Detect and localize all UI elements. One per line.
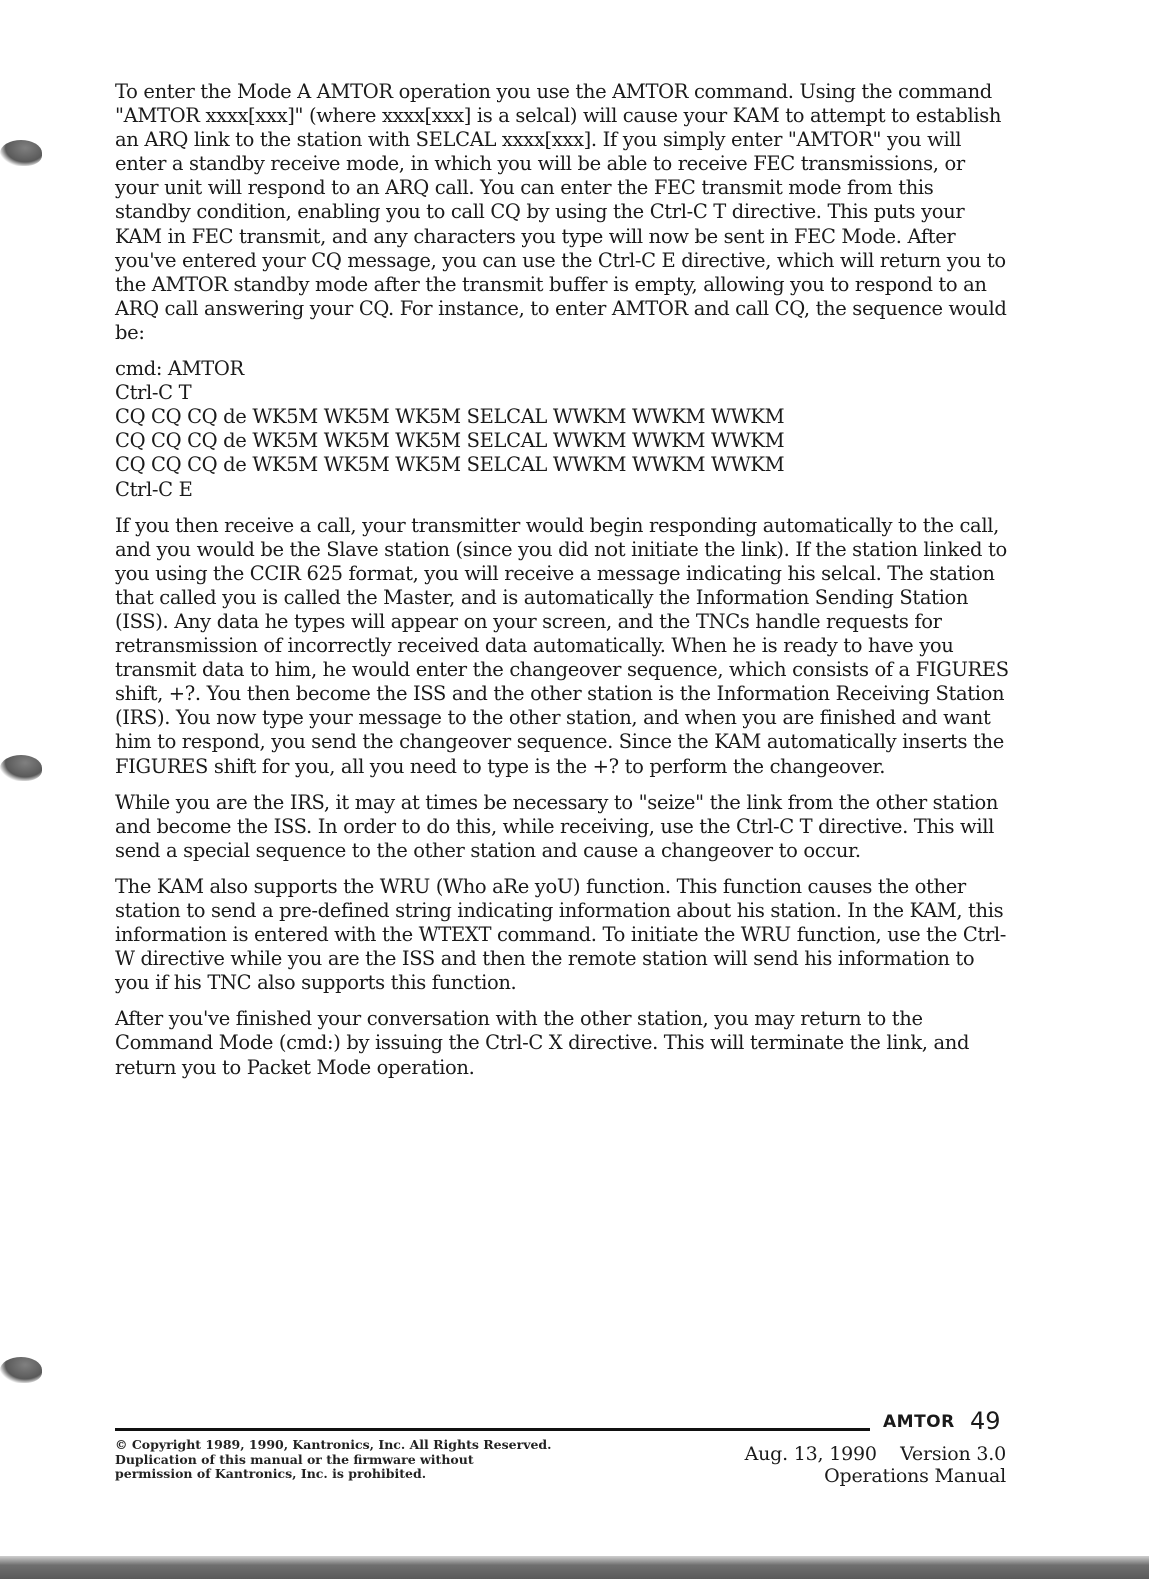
paragraph-return-command-mode: After you've finished your conversation with the other station, you may return to the Command Mode (cmd:) by issuing the Ctrl-C X directive. This will terminate the link, and return you to Packet Mode operation.: [115, 1007, 970, 1079]
example-line: CQ CQ CQ de WK5M WK5M WK5M SELCAL WWKM WWKM WWKM: [115, 405, 785, 429]
paragraph-wru-function: The KAM also supports the WRU (Who aRe yoU) function. This function causes the other station to send a pre-defined string indicating information about his station. In the KAM, this information is entered with the WTEXT command. To initiate the WRU function, use the Ctrl-W directive while you are the ISS and then the remote station will send his information to you if his TNC also supports this function.: [115, 874, 1007, 995]
example-line: Ctrl-C E: [115, 477, 193, 501]
date-version: Aug. 13, 1990 Version 3.0: [744, 1443, 1006, 1465]
copyright-notice: [115, 1438, 552, 1482]
manual-name: Operations Manual: [824, 1465, 1006, 1487]
scan-bottom-edge: [0, 1556, 1149, 1579]
example-line: CQ CQ CQ de WK5M WK5M WK5M SELCAL WWKM WWKM WWKM: [115, 453, 785, 477]
copyright-line: permission of Kantronics, Inc. is prohibited.: [115, 1466, 427, 1481]
page-number: 49: [970, 1407, 1001, 1435]
example-sequence: [115, 357, 1010, 502]
example-line: CQ CQ CQ de WK5M WK5M WK5M SELCAL WWKM WWKM WWKM: [115, 429, 785, 453]
binder-hole-middle: [0, 755, 42, 781]
footer-meta: [745, 1443, 1006, 1487]
copyright-line: © Copyright 1989, 1990, Kantronics, Inc. All Rights Reserved.: [115, 1437, 552, 1452]
footer-rule: [115, 1428, 870, 1431]
binder-hole-top: [0, 140, 42, 166]
paragraph-slave-station: If you then receive a call, your transmitter would begin responding automatically to the call, and you would be the Slave station (since you did not initiate the link). If the station linked to you using the CCIR 625 format, you will receive a message indicating his selcal. The station that called you is called the Master, and is automatically the Information Sending Station (ISS). Any data he types will appear on your screen, and the TNCs handle requests for retransmission of incorrectly received data automatically. When he is ready to have you transmit data to him, he would enter the changeover sequence, which consists of a FIGURES shift, +?. You then become the ISS and the other station is the Information Receiving Station (IRS). You now type your message to the other station, and when you are finished and want him to respond, you send the changeover sequence. Since the KAM automatically inserts the FIGURES shift for you, all you need to type is the +? to perform the changeover.: [115, 513, 1009, 778]
copyright-line: Duplication of this manual or the firmware without: [115, 1451, 474, 1467]
paragraph-amtor-command: To enter the Mode A AMTOR operation you use the AMTOR command. Using the command "AMTOR xxxx[xxx]" (where xxxx[xxx] is a selcal) will cause your KAM to attempt to establish an ARQ link to the station with SELCAL xxxx[xxx]. If you simply enter "AMTOR" you will enter a standby receive mode, in which you will be able to receive FEC transmissions, or your unit will respond to an ARQ call. You can enter the FEC transmit mode from this standby condition, enabling you to call CQ by using the Ctrl-C T directive. This puts your KAM in FEC transmit, and any characters you type will now be sent in FEC Mode. After you've entered your CQ message, you can use the Ctrl-C E directive, which will return you to the AMTOR standby mode after the transmit buffer is empty, allowing you to respond to an ARQ call answering your CQ. For instance, to enter AMTOR and call CQ, the sequence would be:: [115, 80, 1007, 344]
example-line: cmd: AMTOR: [115, 357, 244, 381]
footer-section-label: AMTOR: [883, 1412, 955, 1432]
example-line: Ctrl-C T: [115, 381, 192, 405]
binder-hole-bottom: [0, 1357, 42, 1383]
page-body: [115, 80, 1010, 1092]
paragraph-seize-link: While you are the IRS, it may at times be necessary to "seize" the link from the other station and become the ISS. In order to do this, while receiving, use the Ctrl-C T directive. This will send a special sequence to the other station and cause a changeover to occur.: [115, 790, 999, 862]
